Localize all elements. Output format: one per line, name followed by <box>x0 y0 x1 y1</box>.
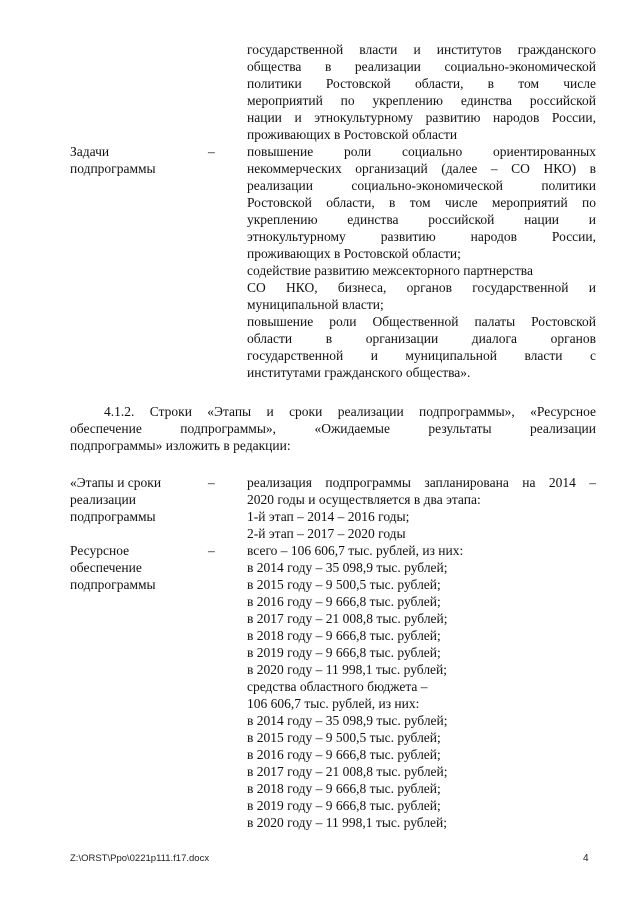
row-label: «Этапы и сроки <box>70 475 162 490</box>
text-line: проживающих в Ростовской области; <box>247 246 461 261</box>
text-line: повышение роли социально ориентированных <box>247 144 596 159</box>
text-line: в 2015 году – 9 500,5 тыс. рублей; <box>247 730 441 745</box>
row-dash: – <box>208 543 215 558</box>
text-line: институтами гражданского общества». <box>247 365 471 380</box>
text-line: 4.1.2. Строки «Этапы и сроки реализации подпрограммы», «Ресурсное <box>104 404 596 419</box>
text-line: в 2014 году – 35 098,9 тыс. рублей; <box>247 560 448 575</box>
text-line: в 2018 году – 9 666,8 тыс. рублей; <box>247 628 441 643</box>
text-line: укреплению единства российской нации и <box>247 212 596 227</box>
text-line: в 2015 году – 9 500,5 тыс. рублей; <box>247 577 441 592</box>
text-line: подпрограммы» изложить в редакции: <box>70 438 291 453</box>
text-line: мероприятий по укреплению единства российской <box>247 93 596 108</box>
text-line: в 2017 году – 21 008,8 тыс. рублей; <box>247 764 448 779</box>
text-line: некоммерческих организаций (далее – СО НКО) в <box>247 161 596 176</box>
text-line: Ростовской области, в том числе мероприятий по <box>247 195 596 210</box>
text-line: 2-й этап – 2017 – 2020 годы <box>247 526 406 541</box>
row-label: Задачи <box>70 144 110 159</box>
text-line: в 2020 году – 11 998,1 тыс. рублей; <box>247 662 448 677</box>
row-label: подпрограммы <box>70 577 156 592</box>
page-number: 4 <box>583 853 589 864</box>
text-line: в 2016 году – 9 666,8 тыс. рублей; <box>247 594 441 609</box>
text-line: в 2016 году – 9 666,8 тыс. рублей; <box>247 747 441 762</box>
text-line: государственной власти и институтов гражданского <box>247 42 596 57</box>
text-line: 2020 годы и осуществляется в два этапа: <box>247 492 481 507</box>
text-line: средства областного бюджета – <box>247 679 428 694</box>
text-line: нации и этнокультурному развитию народов России, <box>247 110 596 125</box>
footer-file-path: Z:\ORST\Ppo\0221p111.f17.docx <box>70 853 210 864</box>
text-line: области в организации диалога органов <box>247 331 596 346</box>
text-line: 106 606,7 тыс. рублей, из них: <box>247 696 420 711</box>
row-dash: – <box>208 475 215 490</box>
text-line: в 2018 году – 9 666,8 тыс. рублей; <box>247 781 441 796</box>
text-line: в 2019 году – 9 666,8 тыс. рублей; <box>247 645 441 660</box>
row-dash: – <box>208 144 215 159</box>
text-line: проживающих в Ростовской области <box>247 127 458 142</box>
text-line: 1-й этап – 2014 – 2016 годы; <box>247 509 410 524</box>
text-line: в 2014 году – 35 098,9 тыс. рублей; <box>247 713 448 728</box>
row-label: подпрограммы <box>70 509 156 524</box>
text-line: общества в реализации социально-экономической <box>247 59 596 74</box>
row-label: реализации <box>70 492 136 507</box>
text-line: реализации социально-экономической политики <box>247 178 596 193</box>
text-line: повышение роли Общественной палаты Ростовской <box>247 314 596 329</box>
row-label: обеспечение <box>70 560 142 575</box>
text-line: СО НКО, бизнеса, органов государственной и <box>247 280 596 295</box>
row-label: подпрограммы <box>70 161 156 176</box>
text-line: всего – 106 606,7 тыс. рублей, из них: <box>247 543 464 558</box>
text-line: муниципальной власти; <box>247 297 384 312</box>
text-line: в 2020 году – 11 998,1 тыс. рублей; <box>247 815 448 830</box>
row-label: Ресурсное <box>70 543 130 558</box>
text-line: обеспечение подпрограммы», «Ожидаемые результаты реализации <box>70 421 596 436</box>
text-line: государственной и муниципальной власти с <box>247 348 596 363</box>
text-line: содействие развитию межсекторного партнерства <box>247 263 533 278</box>
text-line: этнокультурному развитию народов России, <box>247 229 596 244</box>
text-line: политики Ростовской области, в том числе <box>247 76 596 91</box>
text-line: реализация подпрограммы запланирована на 2014 – <box>247 475 596 490</box>
text-line: в 2019 году – 9 666,8 тыс. рублей; <box>247 798 441 813</box>
text-line: в 2017 году – 21 008,8 тыс. рублей; <box>247 611 448 626</box>
